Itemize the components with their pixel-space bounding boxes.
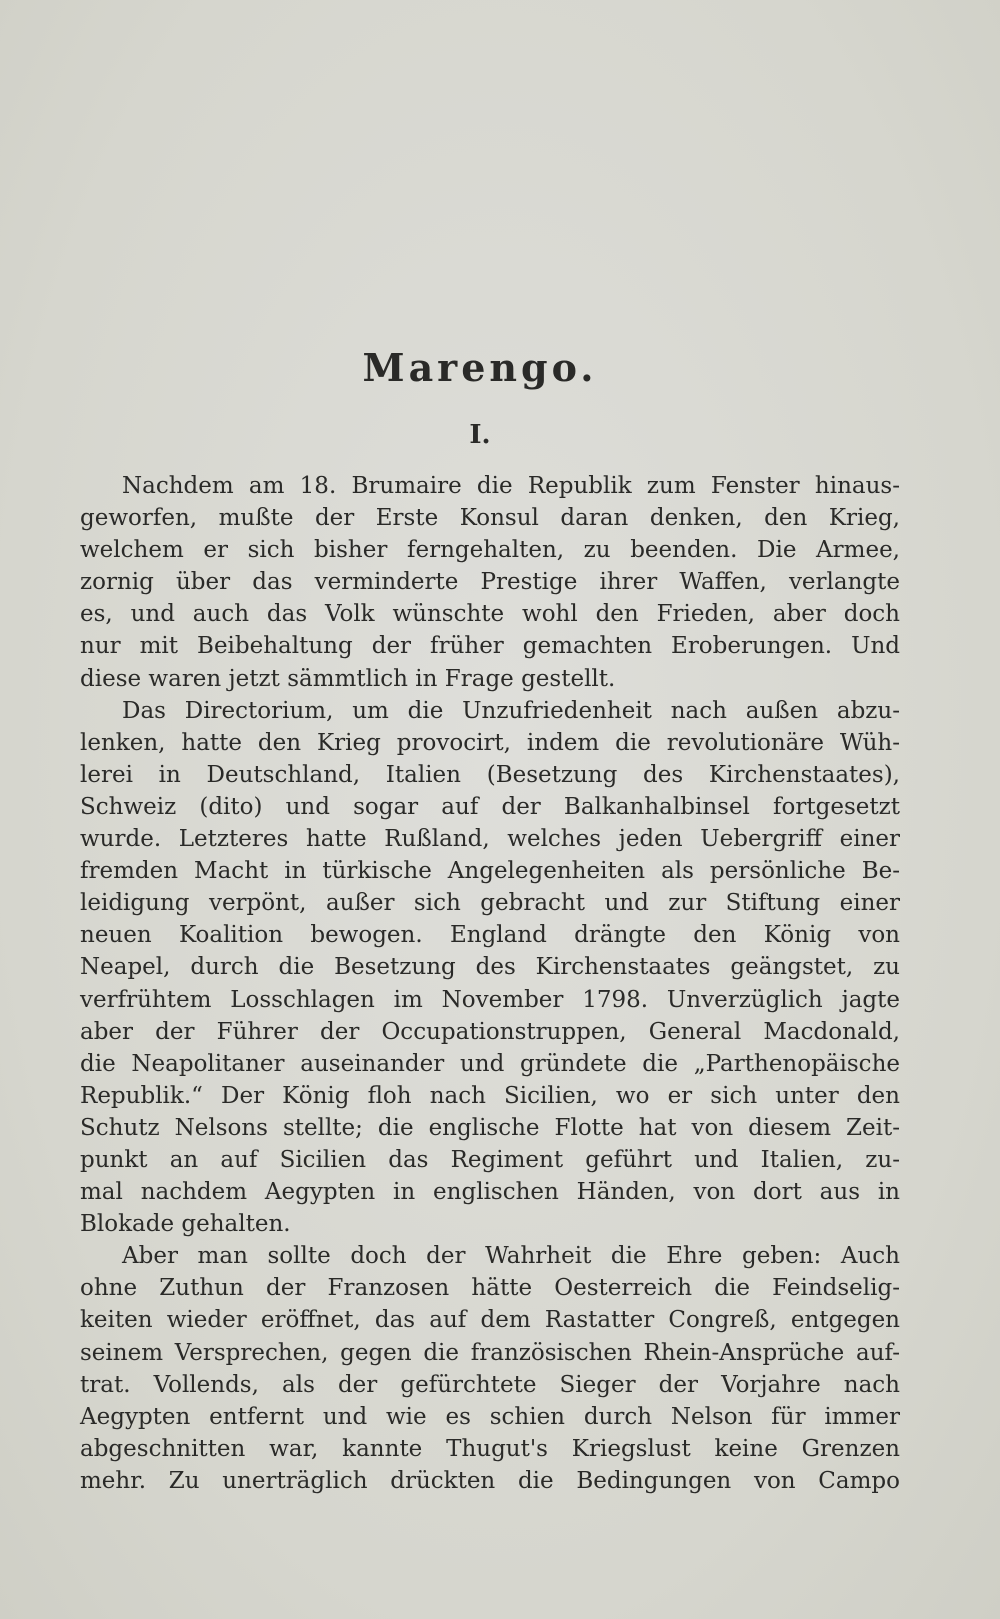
text-line: zornig über das verminderte Prestige ihrer Waffen, verlangte	[80, 569, 900, 596]
text-line: geworfen, mußte der Erste Konsul daran denken, den Krieg,	[80, 505, 900, 532]
text-line: punkt an auf Sicilien das Regiment geführt und Italien, zu-	[80, 1146, 900, 1173]
text-line: mehr. Zu unerträglich drückten die Bedingungen von Campo	[80, 1467, 900, 1494]
text-line: Nachdem am 18. Brumaire die Republik zum Fenster hinaus-	[122, 473, 900, 499]
text-line: abgeschnitten war, kannte Thugut's Kriegslust keine Grenzen	[80, 1435, 900, 1462]
text-line: lerei in Deutschland, Italien (Besetzung des Kirchenstaates),	[80, 761, 900, 788]
text-line: nur mit Beibehaltung der früher gemachten Eroberungen. Und	[80, 633, 900, 660]
text-line: lenken, hatte den Krieg provocirt, indem die revolutionäre Wüh-	[80, 729, 900, 756]
text-line: Aber man sollte doch der Wahrheit die Ehre geben: Auch	[122, 1243, 900, 1270]
chapter-title: Marengo.	[362, 345, 598, 390]
text-line: leidigung verpönt, außer sich gebracht und zur Stiftung einer	[80, 890, 900, 917]
text-line: Schweiz (dito) und sogar auf der Balkanhalbinsel fortgesetzt	[80, 793, 900, 820]
text-line: ohne Zuthun der Franzosen hätte Oesterreich die Feindselig-	[80, 1275, 900, 1302]
text-line: Neapel, durch die Besetzung des Kirchenstaates geängstet, zu	[80, 954, 900, 981]
text-line: aber der Führer der Occupationstruppen, General Macdonald,	[80, 1018, 900, 1045]
text-line: fremden Macht in türkische Angelegenheiten als persönliche Be-	[80, 858, 900, 885]
section-number: I.	[469, 420, 491, 450]
text-line: trat. Vollends, als der gefürchtete Sieger der Vorjahre nach	[80, 1371, 900, 1398]
body-text	[80, 470, 900, 1497]
text-line: keiten wieder eröffnet, das auf dem Rastatter Congreß, entgegen	[80, 1307, 900, 1334]
text-line: welchem er sich bisher ferngehalten, zu beenden. Die Armee,	[80, 537, 900, 564]
text-line: neuen Koalition bewogen. England drängte den König von	[80, 922, 900, 949]
text-line: Schutz Nelsons stellte; die englische Flotte hat von diesem Zeit-	[80, 1114, 900, 1141]
text-line: Blokade gehalten.	[80, 1211, 291, 1238]
text-line: Aegypten entfernt und wie es schien durch Nelson für immer	[80, 1403, 900, 1430]
text-line: wurde. Letzteres hatte Rußland, welches jeden Uebergriff einer	[80, 826, 900, 853]
text-line: Das Directorium, um die Unzufriedenheit nach außen abzu-	[122, 697, 900, 724]
text-line: es, und auch das Volk wünschte wohl den Frieden, aber doch	[80, 601, 900, 628]
text-line: diese waren jetzt sämmtlich in Frage gestellt.	[80, 665, 616, 692]
text-line: seinem Versprechen, gegen die französischen Rhein-Ansprüche auf-	[80, 1339, 900, 1366]
text-line: Republik.“ Der König floh nach Sicilien, wo er sich unter den	[80, 1082, 900, 1109]
text-line: mal nachdem Aegypten in englischen Händen, von dort aus in	[80, 1179, 900, 1206]
text-line: verfrühtem Losschlagen im November 1798. Unverzüglich jagte	[80, 986, 900, 1013]
text-line: die Neapolitaner auseinander und gründete die „Parthenopäische	[80, 1050, 900, 1077]
